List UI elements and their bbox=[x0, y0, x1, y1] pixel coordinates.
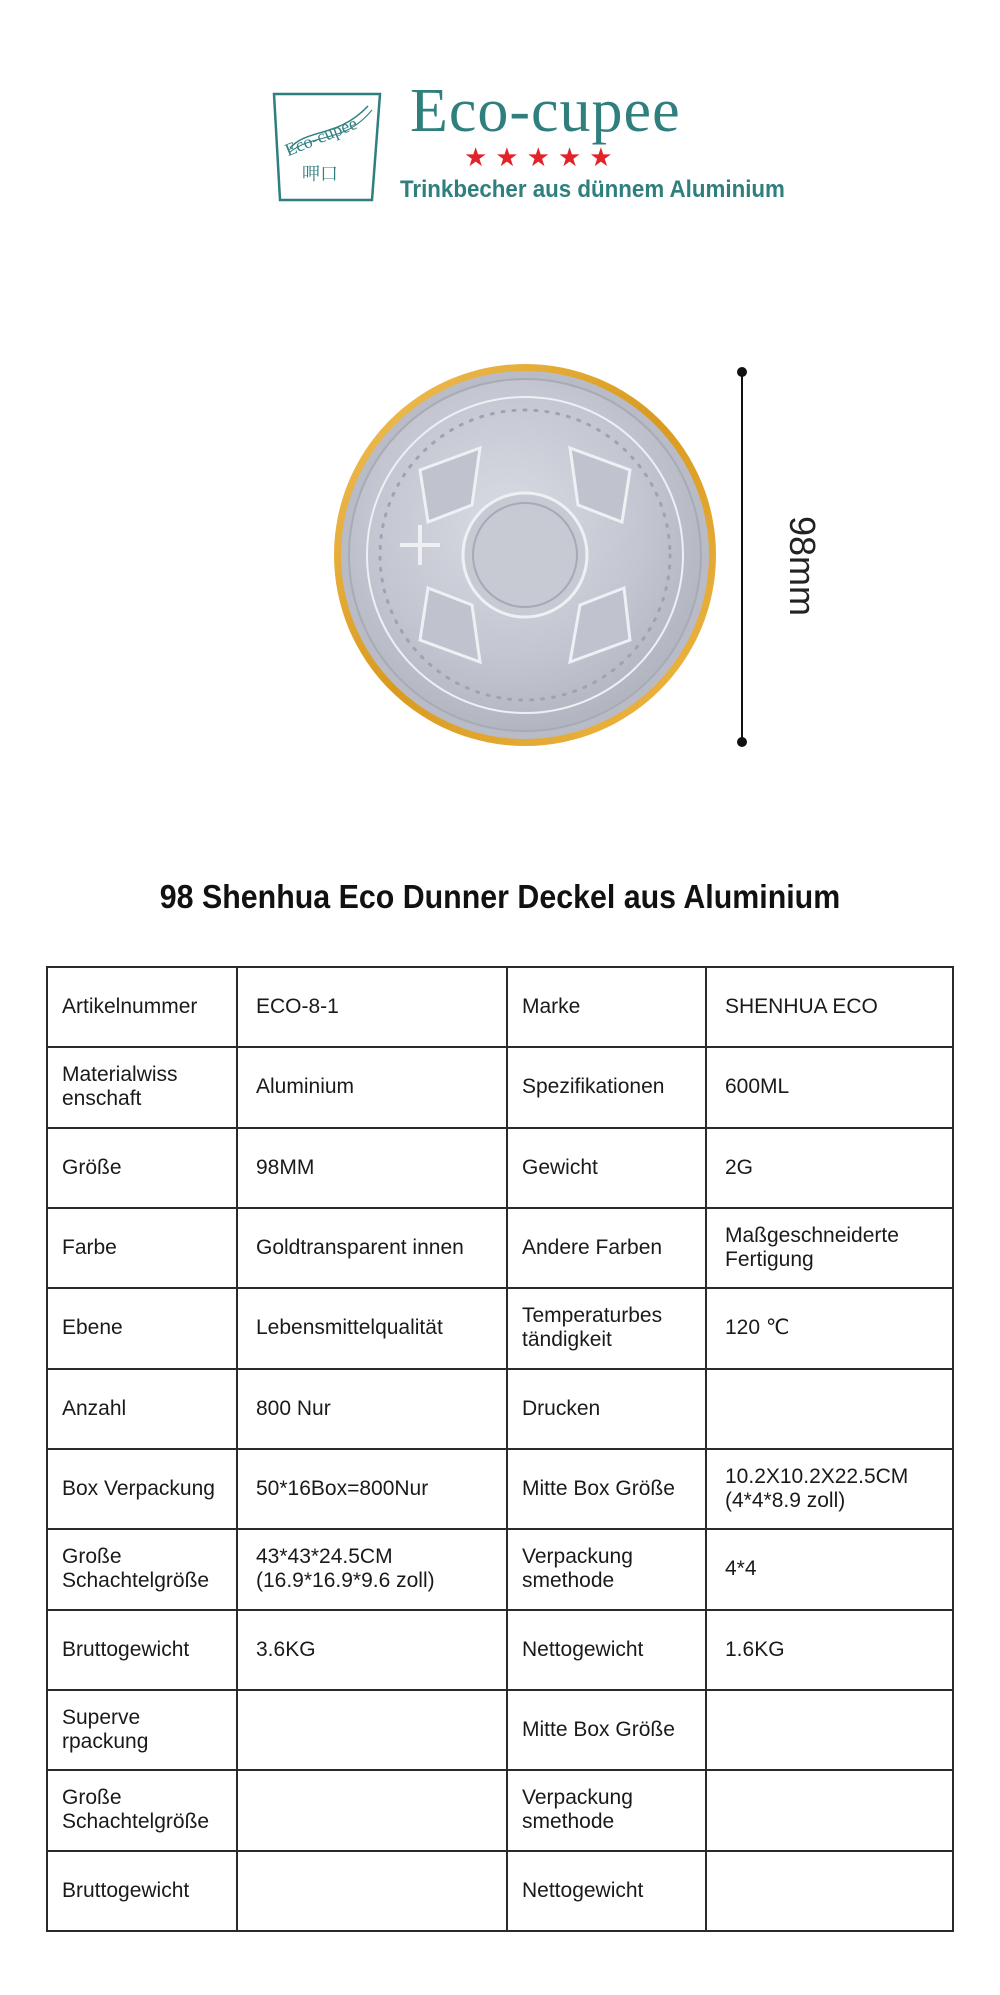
spec-label-cell bbox=[47, 1770, 237, 1850]
spec-value: 1.6KG bbox=[725, 1637, 785, 1661]
spec-value: SHENHUA ECO bbox=[725, 995, 878, 1019]
spec-value: 2G bbox=[725, 1155, 754, 1179]
spec-label: Größe bbox=[62, 1155, 122, 1179]
table-row bbox=[47, 1851, 953, 1931]
spec-label: Farbe bbox=[62, 1236, 117, 1260]
spec-label-cell bbox=[507, 1449, 706, 1529]
aluminium-lid bbox=[334, 364, 716, 746]
spec-label: Drucken bbox=[522, 1396, 601, 1420]
spec-label: Bruttogewicht bbox=[62, 1878, 190, 1902]
spec-label-cell bbox=[507, 1369, 706, 1449]
spec-value: 600ML bbox=[725, 1075, 790, 1099]
spec-value: 800 Nur bbox=[256, 1396, 331, 1420]
spec-label: Große Schachtelgröße bbox=[62, 1786, 210, 1834]
dimension-marker bbox=[737, 367, 747, 747]
logo-badge-text: Eco-cupee bbox=[281, 113, 360, 161]
spec-value-cell bbox=[237, 1690, 507, 1770]
spec-value-cell bbox=[706, 1369, 953, 1449]
spec-value: 50*16Box=800Nur bbox=[256, 1477, 429, 1501]
spec-value: ECO-8-1 bbox=[256, 995, 339, 1019]
spec-value: Aluminium bbox=[256, 1075, 355, 1099]
spec-label: Artikelnummer bbox=[62, 995, 198, 1019]
spec-value-cell bbox=[706, 1610, 953, 1690]
spec-label-cell bbox=[507, 1208, 706, 1288]
spec-label: Nettogewicht bbox=[522, 1637, 644, 1661]
spec-label: Superve rpackung bbox=[62, 1706, 149, 1754]
table-row bbox=[47, 1770, 953, 1850]
spec-label-cell bbox=[507, 1128, 706, 1208]
spec-label-cell bbox=[47, 1208, 237, 1288]
brand-name: Eco-cupee bbox=[410, 77, 681, 145]
logo-badge-subtext: 呷口 bbox=[302, 164, 338, 185]
spec-label-cell bbox=[47, 1610, 237, 1690]
spec-label: Nettogewicht bbox=[522, 1878, 644, 1902]
spec-value: Maßgeschneiderte Fertigung bbox=[725, 1224, 899, 1272]
spec-value-cell bbox=[706, 1690, 953, 1770]
spec-label-cell bbox=[507, 1770, 706, 1850]
spec-value-cell bbox=[706, 1851, 953, 1931]
spec-label: Andere Farben bbox=[522, 1236, 663, 1260]
star-rating-icons: ★★★★★ bbox=[464, 142, 621, 172]
spec-label-cell bbox=[47, 1690, 237, 1770]
spec-label-cell bbox=[47, 1369, 237, 1449]
table-row bbox=[47, 1529, 953, 1609]
spec-value-cell bbox=[237, 1369, 507, 1449]
spec-value-cell bbox=[706, 967, 953, 1047]
spec-value: Lebensmittelqualität bbox=[256, 1316, 443, 1340]
spec-value-cell bbox=[706, 1770, 953, 1850]
spec-label: Mitte Box Größe bbox=[522, 1477, 675, 1501]
spec-value-cell bbox=[237, 1770, 507, 1850]
table-row bbox=[47, 1690, 953, 1770]
spec-value-cell bbox=[237, 1610, 507, 1690]
spec-label-cell bbox=[47, 1128, 237, 1208]
spec-label: Bruttogewicht bbox=[62, 1637, 190, 1661]
spec-value-cell bbox=[237, 1208, 507, 1288]
spec-label-cell bbox=[47, 1047, 237, 1127]
spec-label: Ebene bbox=[62, 1316, 123, 1340]
spec-table bbox=[46, 966, 954, 1932]
spec-value-cell bbox=[237, 1529, 507, 1609]
spec-label-cell bbox=[507, 1851, 706, 1931]
spec-value: 4*4 bbox=[725, 1557, 757, 1581]
spec-label: Gewicht bbox=[522, 1155, 598, 1179]
spec-value: 43*43*24.5CM (16.9*16.9*9.6 zoll) bbox=[256, 1545, 435, 1593]
spec-label: Verpackung smethode bbox=[522, 1545, 633, 1593]
spec-value-cell bbox=[706, 1128, 953, 1208]
cup-logo-icon bbox=[268, 88, 386, 206]
spec-value: 3.6KG bbox=[256, 1637, 316, 1661]
spec-value-cell bbox=[706, 1208, 953, 1288]
spec-value-cell bbox=[706, 1449, 953, 1529]
spec-label-cell bbox=[47, 967, 237, 1047]
spec-label-cell bbox=[47, 1449, 237, 1529]
table-row bbox=[47, 1369, 953, 1449]
spec-value-cell bbox=[706, 1288, 953, 1368]
spec-label-cell bbox=[507, 1529, 706, 1609]
table-row bbox=[47, 1288, 953, 1368]
table-row bbox=[47, 1208, 953, 1288]
spec-value-cell bbox=[237, 1449, 507, 1529]
spec-value-cell bbox=[237, 1851, 507, 1931]
table-row bbox=[47, 1610, 953, 1690]
spec-value: Goldtransparent innen bbox=[256, 1236, 464, 1260]
spec-label: Anzahl bbox=[62, 1396, 127, 1420]
brand-tagline: Trinkbecher aus dünnem Aluminium bbox=[400, 176, 785, 203]
spec-label-cell bbox=[47, 1288, 237, 1368]
product-image bbox=[0, 330, 1000, 800]
dimension-label: 98mm bbox=[782, 515, 824, 617]
page-title: 98 Shenhua Eco Dunner Deckel aus Aluminium bbox=[159, 878, 841, 915]
spec-label-cell bbox=[507, 1288, 706, 1368]
spec-value: 98MM bbox=[256, 1155, 315, 1179]
spec-label-cell bbox=[507, 1610, 706, 1690]
spec-label-cell bbox=[507, 967, 706, 1047]
table-row bbox=[47, 1449, 953, 1529]
table-row bbox=[47, 967, 953, 1047]
table-row bbox=[47, 1047, 953, 1127]
spec-label: Materialwiss enschaft bbox=[62, 1063, 178, 1111]
spec-label: Marke bbox=[522, 995, 581, 1019]
spec-label-cell bbox=[47, 1529, 237, 1609]
spec-label: Mitte Box Größe bbox=[522, 1718, 675, 1742]
spec-label-cell bbox=[507, 1047, 706, 1127]
spec-label: Box Verpackung bbox=[62, 1477, 215, 1501]
table-row bbox=[47, 1128, 953, 1208]
spec-value: 10.2X10.2X22.5CM (4*4*8.9 zoll) bbox=[725, 1465, 909, 1513]
spec-label: Spezifikationen bbox=[522, 1075, 665, 1099]
spec-value-cell bbox=[706, 1529, 953, 1609]
spec-value-cell bbox=[237, 1047, 507, 1127]
spec-value-cell bbox=[706, 1047, 953, 1127]
spec-label-cell bbox=[47, 1851, 237, 1931]
spec-value-cell bbox=[237, 1288, 507, 1368]
spec-label: Große Schachtelgröße bbox=[62, 1545, 210, 1593]
spec-value: 120 ℃ bbox=[725, 1316, 790, 1340]
spec-value-cell bbox=[237, 1128, 507, 1208]
brand-logo bbox=[268, 77, 785, 216]
spec-value-cell bbox=[237, 967, 507, 1047]
spec-label: Verpackung smethode bbox=[522, 1786, 633, 1834]
spec-label: Temperaturbes tändigkeit bbox=[522, 1304, 663, 1352]
spec-label-cell bbox=[507, 1690, 706, 1770]
